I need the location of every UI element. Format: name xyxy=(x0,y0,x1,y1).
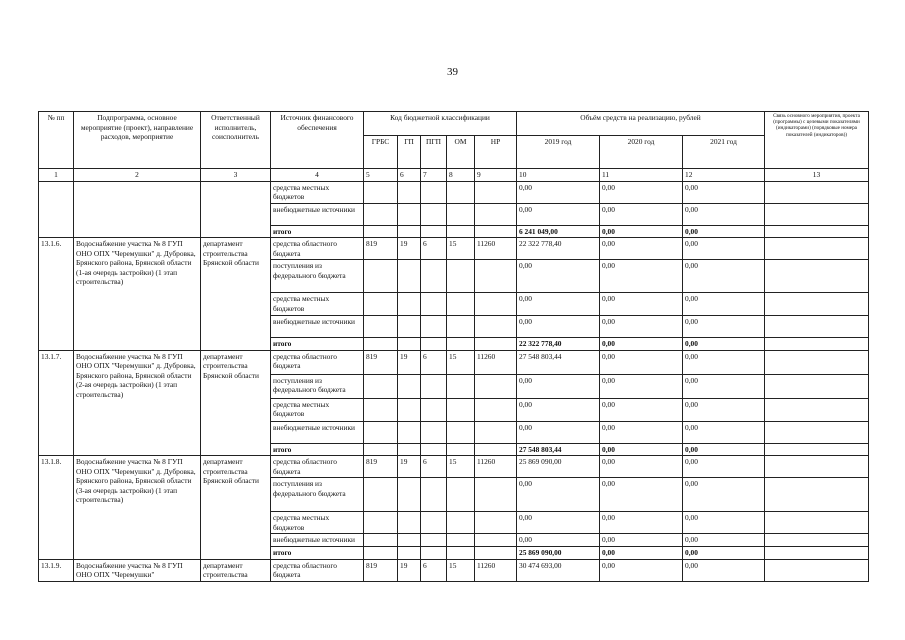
source-cell: внебюджетные источники xyxy=(271,534,364,547)
source-cell: средства областного бюджета xyxy=(271,238,364,260)
total-amount: 6 241 049,00 xyxy=(517,225,600,238)
col-num: 11 xyxy=(600,169,683,182)
source-cell: поступления из федерального бюджета xyxy=(271,260,364,293)
amount-cell: 0,00 xyxy=(600,260,683,293)
item-number: 13.1.9. xyxy=(39,559,74,581)
code-om: 15 xyxy=(447,350,475,374)
page-number: 39 xyxy=(447,66,458,78)
amount-cell: 0,00 xyxy=(517,260,600,293)
col-num: 13 xyxy=(765,169,869,182)
item-name: Водоснабжение участка № 8 ГУП ОНО ОПХ "Черемушки" xyxy=(74,559,201,581)
code-pgp: 6 xyxy=(421,238,447,260)
total-amount: 27 548 803,44 xyxy=(517,443,600,456)
amount-cell: 0,00 xyxy=(600,559,683,581)
amount-cell: 0,00 xyxy=(600,398,683,421)
amount-cell: 22 322 778,40 xyxy=(517,238,600,260)
code-pgp: 6 xyxy=(421,456,447,478)
code-grbs: 819 xyxy=(364,350,398,374)
amount-cell: 0,00 xyxy=(600,478,683,512)
amount-cell: 0,00 xyxy=(517,181,600,203)
total-amount: 0,00 xyxy=(683,225,765,238)
amount-cell: 0,00 xyxy=(683,316,765,338)
col-num: 2 xyxy=(74,169,201,182)
source-cell: внебюджетные источники xyxy=(271,421,364,443)
table-row xyxy=(39,350,869,374)
amount-cell: 0,00 xyxy=(683,456,765,478)
amount-cell: 0,00 xyxy=(517,374,600,398)
item-executor: департамент строительства Брянской области xyxy=(201,350,271,456)
total-label: итого xyxy=(271,547,364,560)
header-pgp: ПГП xyxy=(421,136,447,169)
amount-cell: 0,00 xyxy=(600,421,683,443)
amount-cell: 0,00 xyxy=(683,238,765,260)
amount-cell: 0,00 xyxy=(517,534,600,547)
code-nr: 11260 xyxy=(475,456,517,478)
source-cell: средства местных бюджетов xyxy=(271,181,364,203)
code-grbs: 819 xyxy=(364,559,398,581)
amount-cell: 30 474 693,00 xyxy=(517,559,600,581)
amount-cell: 0,00 xyxy=(517,398,600,421)
source-cell: средства областного бюджета xyxy=(271,559,364,581)
total-amount: 0,00 xyxy=(600,338,683,351)
table-row xyxy=(39,238,869,260)
code-grbs: 819 xyxy=(364,456,398,478)
header-nr: НР xyxy=(475,136,517,169)
source-cell: средства местных бюджетов xyxy=(271,512,364,534)
amount-cell: 0,00 xyxy=(600,181,683,203)
amount-cell: 0,00 xyxy=(683,559,765,581)
col-num: 7 xyxy=(421,169,447,182)
amount-cell: 27 548 803,44 xyxy=(517,350,600,374)
source-cell: средства местных бюджетов xyxy=(271,398,364,421)
amount-cell: 0,00 xyxy=(600,374,683,398)
table-row xyxy=(39,456,869,478)
amount-cell: 25 869 090,00 xyxy=(517,456,600,478)
col-num: 3 xyxy=(201,169,271,182)
total-amount: 0,00 xyxy=(683,338,765,351)
header-source: Источник финансового обеспечения xyxy=(271,112,364,169)
col-num: 5 xyxy=(364,169,398,182)
amount-cell: 0,00 xyxy=(683,293,765,316)
item-number: 13.1.8. xyxy=(39,456,74,560)
code-pgp: 6 xyxy=(421,559,447,581)
amount-cell: 0,00 xyxy=(683,421,765,443)
source-cell: средства областного бюджета xyxy=(271,456,364,478)
amount-cell: 0,00 xyxy=(517,293,600,316)
source-cell: средства областного бюджета xyxy=(271,350,364,374)
amount-cell: 0,00 xyxy=(683,260,765,293)
item-number: 13.1.6. xyxy=(39,238,74,351)
item-name: Водоснабжение участка № 8 ГУП ОНО ОПХ "Черемушки" д. Дубровка, Брянского района, Брянской области (1-ая очередь застройки) (1 этап строительства) xyxy=(74,238,201,351)
amount-cell: 0,00 xyxy=(517,512,600,534)
header-grbs: ГРБС xyxy=(364,136,398,169)
code-gp: 19 xyxy=(398,350,421,374)
code-nr: 11260 xyxy=(475,350,517,374)
total-amount: 22 322 778,40 xyxy=(517,338,600,351)
header-2020: 2020 год xyxy=(600,136,683,169)
amount-cell: 0,00 xyxy=(517,421,600,443)
amount-cell: 0,00 xyxy=(600,350,683,374)
col-num: 9 xyxy=(475,169,517,182)
item-executor: департамент строительства Брянской области xyxy=(201,238,271,351)
code-om: 15 xyxy=(447,238,475,260)
item-executor: департамент строительства Брянской области xyxy=(201,456,271,560)
total-amount: 0,00 xyxy=(683,547,765,560)
code-pgp: 6 xyxy=(421,350,447,374)
col-num: 8 xyxy=(447,169,475,182)
amount-cell: 0,00 xyxy=(683,398,765,421)
amount-cell: 0,00 xyxy=(600,316,683,338)
header-om: ОМ xyxy=(447,136,475,169)
col-num: 10 xyxy=(517,169,600,182)
total-amount: 0,00 xyxy=(683,443,765,456)
amount-cell: 0,00 xyxy=(683,181,765,203)
amount-cell: 0,00 xyxy=(683,478,765,512)
col-num: 1 xyxy=(39,169,74,182)
col-num: 4 xyxy=(271,169,364,182)
col-num: 6 xyxy=(398,169,421,182)
amount-cell: 0,00 xyxy=(600,238,683,260)
header-link: Связь основного мероприятия, проекта (программы) с целевыми показателями (индикаторами) (порядковые номера показателей (индикаторов)) xyxy=(765,112,869,169)
item-name: Водоснабжение участка № 8 ГУП ОНО ОПХ "Черемушки" д. Дубровка, Брянского района, Брянской области (3-ая очередь застройки) (1 этап строительства) xyxy=(74,456,201,560)
amount-cell: 0,00 xyxy=(517,316,600,338)
budget-table xyxy=(38,111,869,582)
amount-cell: 0,00 xyxy=(683,203,765,225)
amount-cell: 0,00 xyxy=(600,293,683,316)
item-name: Водоснабжение участка № 8 ГУП ОНО ОПХ "Черемушки" д. Дубровка, Брянского района, Брянской области (2-ая очередь застройки) (1 этап строительства) xyxy=(74,350,201,456)
total-label: итого xyxy=(271,443,364,456)
code-om: 15 xyxy=(447,559,475,581)
total-label: итого xyxy=(271,225,364,238)
total-amount: 25 869 090,00 xyxy=(517,547,600,560)
item-number: 13.1.7. xyxy=(39,350,74,456)
code-nr: 11260 xyxy=(475,559,517,581)
table-row xyxy=(39,559,869,581)
amount-cell: 0,00 xyxy=(683,534,765,547)
column-number-row xyxy=(39,169,869,182)
header-2019: 2019 год xyxy=(517,136,600,169)
source-cell: поступления из федерального бюджета xyxy=(271,478,364,512)
header-budget-class: Код бюджетной классификации xyxy=(364,112,517,136)
total-label: итого xyxy=(271,338,364,351)
source-cell: поступления из федерального бюджета xyxy=(271,374,364,398)
code-gp: 19 xyxy=(398,559,421,581)
code-nr: 11260 xyxy=(475,238,517,260)
amount-cell: 0,00 xyxy=(683,350,765,374)
amount-cell: 0,00 xyxy=(517,203,600,225)
total-amount: 0,00 xyxy=(600,547,683,560)
source-cell: внебюджетные источники xyxy=(271,316,364,338)
code-gp: 19 xyxy=(398,238,421,260)
header-gp: ГП xyxy=(398,136,421,169)
amount-cell: 0,00 xyxy=(600,456,683,478)
code-om: 15 xyxy=(447,456,475,478)
code-gp: 19 xyxy=(398,456,421,478)
amount-cell: 0,00 xyxy=(683,512,765,534)
header-executor: Ответственный исполнитель, соисполнитель xyxy=(201,112,271,169)
amount-cell: 0,00 xyxy=(600,512,683,534)
header-2021: 2021 год xyxy=(683,136,765,169)
amount-cell: 0,00 xyxy=(683,374,765,398)
code-grbs: 819 xyxy=(364,238,398,260)
source-cell: внебюджетные источники xyxy=(271,203,364,225)
header-funds: Объём средств на реализацию, рублей xyxy=(517,112,765,136)
col-num: 12 xyxy=(683,169,765,182)
amount-cell: 0,00 xyxy=(517,478,600,512)
header-program: Подпрограмма, основное мероприятие (проект), направление расходов, мероприятие xyxy=(74,112,201,169)
table-row xyxy=(39,181,869,203)
item-executor: департамент строительства xyxy=(201,559,271,581)
source-cell: средства местных бюджетов xyxy=(271,293,364,316)
total-amount: 0,00 xyxy=(600,225,683,238)
amount-cell: 0,00 xyxy=(600,203,683,225)
header-num: № пп xyxy=(39,112,74,169)
total-amount: 0,00 xyxy=(600,443,683,456)
amount-cell: 0,00 xyxy=(600,534,683,547)
